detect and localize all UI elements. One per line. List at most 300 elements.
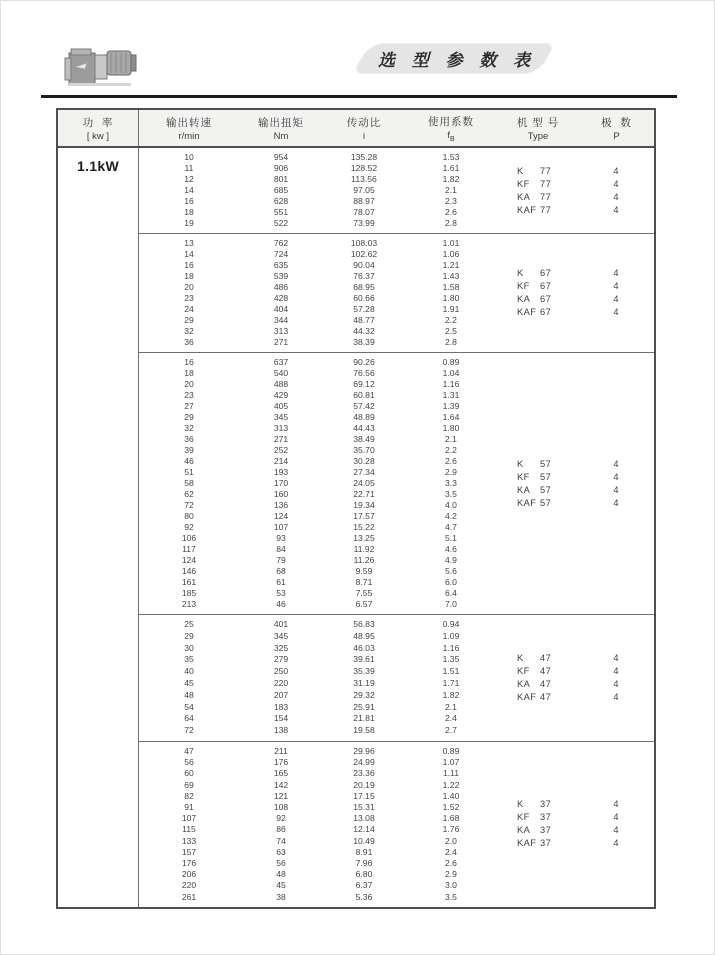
gearmotor-photo <box>59 39 141 93</box>
factor-value: 1.80 <box>442 293 460 303</box>
speed-value: 64 <box>184 713 194 724</box>
ratio-value: 38.39 <box>353 337 375 347</box>
factor-value: 2.4 <box>445 713 457 724</box>
table-groups <box>139 148 654 907</box>
factor-value: 5.6 <box>445 566 457 576</box>
ratio-value: 108.03 <box>350 238 378 248</box>
torque-value: 79 <box>276 555 286 565</box>
type-size: 37 <box>540 838 552 849</box>
torque-value: 486 <box>273 282 289 292</box>
speed-value: 62 <box>184 489 194 499</box>
ratio-value: 10.49 <box>353 835 375 846</box>
ratio-value: 24.99 <box>353 757 375 768</box>
type-size: 77 <box>540 178 552 189</box>
factor-value: 2.9 <box>445 467 457 477</box>
speed-value: 36 <box>184 337 194 347</box>
ratio-value: 13.25 <box>353 533 375 543</box>
torque-value: 121 <box>273 790 289 801</box>
type-size: 57 <box>540 471 552 482</box>
ratio-value: 38.49 <box>353 434 375 444</box>
ratio-value: 20.19 <box>353 779 375 790</box>
ratio-value: 113.56 <box>351 174 377 184</box>
power-header-unit: [ kw ] <box>86 130 110 142</box>
type-row <box>497 306 654 319</box>
col-header-power <box>58 110 139 146</box>
speed-value: 25 <box>184 619 194 629</box>
factor-value: 1.91 <box>442 304 460 314</box>
factor-value: 1.16 <box>442 642 460 653</box>
factor-value: 4.7 <box>445 522 457 532</box>
ratio-value: 25.91 <box>353 701 375 712</box>
torque-value: 488 <box>273 379 289 389</box>
speed-value: 107 <box>181 813 197 824</box>
factor-header-label: 使用系数 <box>428 115 474 128</box>
speed-value: 30 <box>184 642 194 653</box>
speed-value: 40 <box>184 666 194 677</box>
torque-value: 154 <box>273 713 289 724</box>
torque-value: 193 <box>273 467 289 477</box>
speed-value: 20 <box>184 282 194 292</box>
torque-value: 48 <box>276 869 286 880</box>
torque-value: 762 <box>273 238 289 248</box>
type-label <box>497 267 579 280</box>
factor-value: 6.0 <box>445 577 457 587</box>
ratio-value: 30.28 <box>353 456 375 466</box>
group-number-grid <box>139 619 497 737</box>
torque-value: 183 <box>273 701 289 712</box>
group-number-grid <box>139 746 497 903</box>
type-prefix: KA <box>517 191 531 202</box>
type-prefix: K <box>517 799 524 810</box>
ratio-value: 46.03 <box>353 642 375 653</box>
ratio-value: 19.58 <box>353 725 375 736</box>
torque-value: 138 <box>273 725 289 736</box>
type-label <box>497 178 579 191</box>
ratio-value: 35.39 <box>353 666 375 677</box>
ratio-value: 60.66 <box>353 293 375 303</box>
factor-value: 1.58 <box>442 282 460 292</box>
type-row <box>497 497 654 510</box>
type-prefix: KAF <box>517 204 537 215</box>
ratio-value: 8.91 <box>355 846 373 857</box>
group-k67 <box>139 233 654 352</box>
type-size: 47 <box>540 652 552 663</box>
type-size: 77 <box>540 191 552 202</box>
type-block <box>497 267 654 319</box>
torque-value: 345 <box>273 630 289 641</box>
type-label <box>497 811 579 824</box>
ratio-value: 6.57 <box>355 599 373 609</box>
speed-value: 261 <box>181 891 197 902</box>
torque-value: 429 <box>273 390 289 400</box>
gearmotor-illustration <box>59 39 141 93</box>
type-row <box>497 178 654 191</box>
torque-value: 271 <box>273 337 289 347</box>
group-type-column <box>497 152 654 229</box>
type-prefix: KF <box>517 178 530 189</box>
factor-value: 1.06 <box>442 249 460 259</box>
factor-value: 1.09 <box>442 630 460 641</box>
ratio-value: 19.34 <box>353 500 375 510</box>
factor-value: 2.3 <box>445 196 457 206</box>
type-prefix: KF <box>517 281 530 291</box>
factor-value: 2.5 <box>445 326 457 336</box>
power-value: 1.1kW <box>58 148 139 907</box>
speed-value: 106 <box>181 533 197 543</box>
factor-header-unit <box>447 130 454 143</box>
group-type-column <box>497 238 654 348</box>
ratio-value: 22.71 <box>353 489 375 499</box>
type-label <box>497 484 579 497</box>
speed-value: 56 <box>184 757 194 768</box>
ratio-value: 35.70 <box>353 445 375 455</box>
torque-value: 540 <box>273 368 289 378</box>
ratio-value: 5.36 <box>355 891 373 902</box>
poles-value: 4 <box>613 652 619 663</box>
torque-value: 522 <box>273 218 289 228</box>
torque-value: 628 <box>273 196 289 206</box>
factor-value: 2.2 <box>445 315 457 325</box>
torque-value: 142 <box>273 779 289 790</box>
ratio-value: 7.55 <box>355 588 373 598</box>
factor-value: 5.1 <box>445 533 457 543</box>
torque-value: 108 <box>273 801 289 812</box>
type-prefix: KF <box>517 471 530 482</box>
speed-value: 157 <box>181 846 197 857</box>
type-label <box>497 665 579 678</box>
speed-value: 72 <box>184 500 194 510</box>
factor-value: 1.82 <box>442 689 460 700</box>
speed-value: 91 <box>184 801 194 812</box>
factor-value: 2.4 <box>445 846 457 857</box>
speed-value: 60 <box>184 768 194 779</box>
ratio-value: 27.34 <box>353 467 375 477</box>
torque-value: 107 <box>273 522 289 532</box>
ratio-value: 90.26 <box>353 357 375 367</box>
ratio-value: 23.36 <box>353 768 375 779</box>
type-size: 77 <box>540 204 552 215</box>
torque-value: 801 <box>273 174 289 184</box>
ratio-value: 6.80 <box>355 869 373 880</box>
speed-value: 92 <box>184 522 194 532</box>
group-number-grid <box>139 238 497 348</box>
ratio-value: 15.22 <box>353 522 375 532</box>
factor-value: 1.21 <box>442 260 460 270</box>
speed-value: 80 <box>184 511 194 521</box>
torque-value: 214 <box>273 456 289 466</box>
speed-value: 16 <box>184 357 194 367</box>
torque-value: 551 <box>273 207 289 217</box>
page-banner <box>361 43 547 74</box>
poles-value: 4 <box>613 165 619 176</box>
type-size: 37 <box>540 812 552 823</box>
speed-header-label: 输出转速 <box>166 116 212 129</box>
type-prefix: KA <box>517 825 531 836</box>
speed-value: 20 <box>184 379 194 389</box>
ratio-value: 17.15 <box>353 790 375 801</box>
speed-value: 16 <box>184 260 194 270</box>
ratio-header-unit: i <box>362 130 366 142</box>
factor-value: 3.3 <box>445 478 457 488</box>
torque-value: 428 <box>273 293 289 303</box>
ratio-value: 73.99 <box>353 218 375 228</box>
type-label <box>497 191 579 204</box>
ratio-value: 39.61 <box>353 654 375 665</box>
speed-value: 54 <box>184 701 194 712</box>
poles-value: 4 <box>613 497 619 508</box>
type-label <box>497 204 579 217</box>
factor-value: 1.80 <box>442 423 460 433</box>
ratio-value: 17.57 <box>353 511 375 521</box>
torque-value: 271 <box>273 434 289 444</box>
type-prefix: KA <box>517 294 531 304</box>
type-row <box>497 458 654 471</box>
speed-value: 29 <box>184 412 194 422</box>
speed-value: 11 <box>184 163 194 173</box>
torque-value: 63 <box>276 846 286 857</box>
factor-value: 3.5 <box>445 489 457 499</box>
header-rule <box>41 95 677 98</box>
factor-value: 1.53 <box>442 152 460 162</box>
factor-value: 1.68 <box>442 813 460 824</box>
factor-value: 1.64 <box>442 412 460 422</box>
ratio-value: 48.77 <box>353 315 375 325</box>
speed-value: 13 <box>184 238 194 248</box>
ratio-value: 11.92 <box>353 544 375 554</box>
speed-value: 115 <box>182 824 196 835</box>
factor-value: 3.5 <box>445 891 457 902</box>
group-type-column <box>497 619 654 737</box>
type-row <box>497 652 654 665</box>
factor-value: 2.8 <box>445 337 457 347</box>
type-label <box>497 798 579 811</box>
group-k57 <box>139 352 654 614</box>
ratio-value: 102.62 <box>350 249 378 259</box>
torque-value: 84 <box>276 544 286 554</box>
ratio-value: 90.04 <box>353 260 375 270</box>
torque-value: 160 <box>273 489 289 499</box>
speed-value: 133 <box>181 835 197 846</box>
table-header-row <box>58 110 654 148</box>
type-row <box>497 798 654 811</box>
ratio-value: 9.59 <box>355 566 373 576</box>
factor-value: 2.1 <box>445 701 457 712</box>
ratio-value: 56.83 <box>353 619 375 629</box>
table-body <box>58 148 654 907</box>
torque-value: 635 <box>273 260 289 270</box>
type-row <box>497 267 654 280</box>
speed-value: 146 <box>181 566 197 576</box>
type-row <box>497 484 654 497</box>
factor-value: 1.52 <box>442 801 460 812</box>
ratio-value: 29.96 <box>353 745 375 756</box>
speed-value: 18 <box>184 271 194 281</box>
torque-value: 325 <box>273 642 289 653</box>
factor-value: 1.22 <box>442 779 460 790</box>
group-number-grid <box>139 357 497 610</box>
ratio-value: 44.43 <box>353 423 375 433</box>
torque-value: 124 <box>273 511 289 521</box>
poles-value: 4 <box>613 825 619 836</box>
factor-value: 4.0 <box>445 500 457 510</box>
factor-value: 2.6 <box>445 858 457 868</box>
poles-header-unit: P <box>613 130 620 142</box>
ratio-value: 97.05 <box>353 185 375 195</box>
factor-value: 4.9 <box>445 555 457 565</box>
type-size: 47 <box>540 665 552 676</box>
type-row <box>497 811 654 824</box>
poles-value: 4 <box>613 191 619 202</box>
type-prefix: K <box>517 165 524 176</box>
type-row <box>497 665 654 678</box>
speed-value: 16 <box>184 196 194 206</box>
ratio-value: 13.08 <box>353 813 375 824</box>
speed-value: 51 <box>184 467 194 477</box>
type-block <box>497 458 654 510</box>
torque-value: 46 <box>276 599 286 609</box>
speed-header-unit: r/min <box>178 130 200 142</box>
speed-value: 39 <box>184 445 194 455</box>
group-k37 <box>139 741 654 907</box>
factor-value: 1.16 <box>442 379 460 389</box>
type-size: 47 <box>540 678 552 689</box>
speed-value: 161 <box>181 577 197 587</box>
factor-symbol-subscript: B <box>449 135 455 143</box>
col-header-service-factor <box>405 110 497 146</box>
poles-value: 4 <box>613 484 619 495</box>
factor-symbol: f <box>447 129 450 141</box>
factor-value: 1.01 <box>442 238 460 248</box>
type-prefix: KA <box>517 678 531 689</box>
type-label <box>497 293 579 306</box>
speed-value: 35 <box>184 654 194 665</box>
poles-value: 4 <box>613 204 619 215</box>
speed-value: 213 <box>181 599 197 609</box>
speed-value: 14 <box>184 249 194 259</box>
torque-value: 252 <box>273 445 289 455</box>
speed-value: 47 <box>184 745 194 756</box>
speed-value: 18 <box>184 207 194 217</box>
type-header-unit: Type <box>527 130 549 142</box>
factor-value: 1.31 <box>442 390 460 400</box>
type-label <box>497 824 579 837</box>
torque-header-unit: Nm <box>273 130 289 142</box>
factor-value: 1.11 <box>442 768 460 779</box>
ratio-value: 6.37 <box>355 880 373 891</box>
speed-value: 12 <box>184 174 194 184</box>
torque-value: 279 <box>273 654 289 665</box>
type-label <box>497 837 579 850</box>
ratio-header-label: 传动比 <box>346 116 382 129</box>
page-title: 选 型 参 数 表 <box>378 51 536 70</box>
factor-value: 1.43 <box>442 271 460 281</box>
poles-value: 4 <box>613 812 619 823</box>
type-row <box>497 691 654 704</box>
type-row <box>497 191 654 204</box>
ratio-value: 44.32 <box>353 326 375 336</box>
factor-value: 2.6 <box>445 207 457 217</box>
type-prefix: KA <box>517 484 531 495</box>
type-size: 57 <box>540 458 552 469</box>
type-prefix: K <box>517 458 524 469</box>
factor-value: 3.0 <box>445 880 457 891</box>
selection-table <box>56 108 656 909</box>
factor-value: 1.82 <box>442 174 460 184</box>
factor-value: 0.89 <box>442 745 460 756</box>
factor-value: 2.0 <box>445 835 457 846</box>
speed-value: 27 <box>184 401 194 411</box>
torque-value: 637 <box>273 357 289 367</box>
group-k47 <box>139 614 654 741</box>
speed-value: 48 <box>184 689 194 700</box>
ratio-value: 8.71 <box>355 577 373 587</box>
factor-value: 1.39 <box>442 401 460 411</box>
factor-value: 1.61 <box>442 163 460 173</box>
poles-value: 4 <box>613 178 619 189</box>
type-label <box>497 306 579 319</box>
speed-value: 36 <box>184 434 194 444</box>
torque-value: 176 <box>273 757 289 768</box>
type-label <box>497 678 579 691</box>
factor-value: 7.0 <box>445 599 457 609</box>
torque-value: 211 <box>274 745 288 756</box>
torque-value: 86 <box>276 824 286 835</box>
speed-value: 220 <box>181 880 197 891</box>
poles-value: 4 <box>613 268 619 278</box>
torque-value: 405 <box>273 401 289 411</box>
type-label <box>497 471 579 484</box>
type-prefix: KAF <box>517 691 537 702</box>
torque-value: 313 <box>273 326 289 336</box>
poles-value: 4 <box>613 691 619 702</box>
ratio-value: 57.42 <box>353 401 375 411</box>
torque-value: 61 <box>276 577 286 587</box>
poles-header-label: 极 数 <box>601 116 632 129</box>
factor-value: 1.40 <box>442 790 460 801</box>
ratio-value: 21.81 <box>353 713 375 724</box>
factor-value: 0.94 <box>442 619 460 629</box>
factor-value: 1.71 <box>442 677 460 688</box>
type-label <box>497 280 579 293</box>
type-size: 57 <box>540 497 552 508</box>
speed-value: 19 <box>184 218 194 228</box>
type-size: 67 <box>540 281 552 291</box>
type-size: 47 <box>540 691 552 702</box>
type-size: 67 <box>540 307 552 317</box>
torque-value: 313 <box>273 423 289 433</box>
torque-value: 954 <box>273 152 289 162</box>
type-label <box>497 165 579 178</box>
ratio-value: 24.05 <box>353 478 375 488</box>
ratio-value: 60.81 <box>353 390 375 400</box>
ratio-value: 7.96 <box>355 858 373 868</box>
type-size: 37 <box>540 799 552 810</box>
torque-value: 207 <box>273 689 289 700</box>
col-header-torque <box>239 110 323 146</box>
speed-value: 58 <box>184 478 194 488</box>
type-row <box>497 471 654 484</box>
col-header-ratio <box>323 110 405 146</box>
torque-value: 685 <box>273 185 289 195</box>
ratio-value: 11.26 <box>353 555 375 565</box>
torque-value: 401 <box>273 619 289 629</box>
torque-value: 38 <box>276 891 286 902</box>
type-label <box>497 691 579 704</box>
speed-value: 176 <box>181 858 197 868</box>
factor-value: 2.6 <box>445 456 457 466</box>
speed-value: 45 <box>184 677 194 688</box>
poles-value: 4 <box>613 678 619 689</box>
